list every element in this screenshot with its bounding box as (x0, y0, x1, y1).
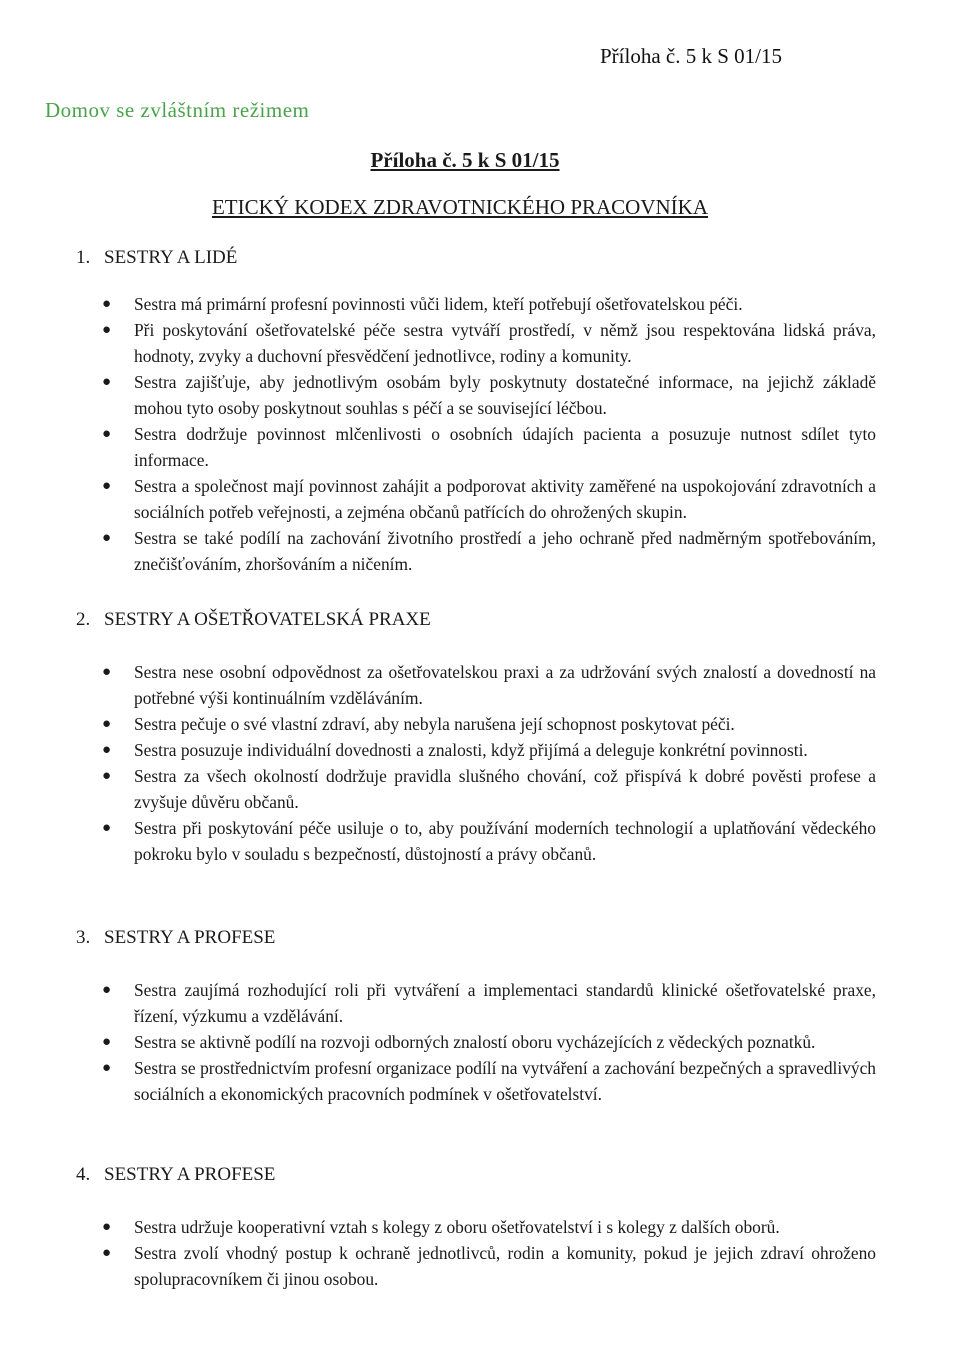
section-heading (76, 609, 876, 631)
list-item (76, 659, 876, 711)
list-item (76, 711, 876, 737)
bullet-icon: ● (102, 1245, 112, 1261)
section-3 (76, 927, 876, 1107)
list-item-text: Sestra má primární profesní povinnosti vůči lidem, kteří potřebují ošetřovatelskou péči. (134, 294, 743, 314)
bullet-icon: ● (102, 296, 112, 312)
bullet-icon: ● (102, 742, 112, 758)
list-item-text: Sestra a společnost mají povinnost zahájit a podporovat aktivity zaměřené na uspokojování zdravotních a sociálních potřeb veřejnosti, a zejména občanů patřících do ohrožených skupin. (134, 476, 876, 522)
bullet-icon: ● (102, 1060, 112, 1076)
list-item (76, 815, 876, 867)
list-item (76, 525, 876, 577)
list-item-text: Sestra zajišťuje, aby jednotlivým osobám byly poskytnuty dostatečné informace, na jejichž základě mohou tyto osoby poskytnout souhlas s péčí a se související léčbou. (134, 372, 876, 418)
list-item-text: Sestra udržuje kooperativní vztah s kolegy z oboru ošetřovatelství i s kolegy z dalších oborů. (134, 1217, 780, 1237)
bullet-icon: ● (102, 1219, 112, 1235)
list-item (76, 317, 876, 369)
section-list (76, 1214, 876, 1292)
list-item-text: Sestra posuzuje individuální dovednosti a znalosti, když přijímá a deleguje konkrétní povinnosti. (134, 740, 808, 760)
section-number: 3. (76, 927, 91, 948)
list-item (76, 473, 876, 525)
list-item (76, 1240, 876, 1292)
list-item (76, 291, 876, 317)
bullet-icon: ● (102, 664, 112, 680)
bullet-icon: ● (102, 820, 112, 836)
list-item (76, 369, 876, 421)
section-number: 1. (76, 247, 91, 268)
list-item-text: Sestra za všech okolností dodržuje pravidla slušného chování, což přispívá k dobré pověsti profese a zvyšuje důvěru občanů. (134, 766, 876, 812)
list-item-text: Sestra nese osobní odpovědnost za ošetřovatelskou praxi a za udržování svých znalostí a dovedností na potřebné výši kontinuálním vzděláváním. (134, 662, 876, 708)
list-item (76, 1055, 876, 1107)
list-item-text: Sestra se aktivně podílí na rozvoji odborných znalostí oboru vycházejících z vědeckých poznatků. (134, 1032, 816, 1052)
list-item (76, 1029, 876, 1055)
list-item-text: Sestra zaujímá rozhodující roli při vytváření a implementaci standardů klinické ošetřovatelské praxe, řízení, výzkumu a vzdělávání. (134, 980, 876, 1026)
list-item-text: Při poskytování ošetřovatelské péče sestra vytváří prostředí, v němž jsou respektována lidská práva, hodnoty, zvyky a duchovní přesvědčení jednotlivce, rodiny a komunity. (134, 320, 876, 366)
list-item-text: Sestra pečuje o své vlastní zdraví, aby nebyla narušena její schopnost poskytovat péči. (134, 714, 735, 734)
list-item (76, 421, 876, 473)
section-list (76, 977, 876, 1107)
annex-label-top: Příloha č. 5 k S 01/15 (600, 44, 782, 68)
section-heading (76, 1164, 876, 1186)
section-number: 2. (76, 609, 91, 630)
section-title: SESTRY A LIDÉ (104, 247, 238, 268)
list-item (76, 763, 876, 815)
list-item-text: Sestra se prostřednictvím profesní organizace podílí na vytváření a zachování bezpečných a spravedlivých sociálních a ekonomických pracovních podmínek v ošetřovatelství. (134, 1058, 876, 1104)
list-item-text: Sestra dodržuje povinnost mlčenlivosti o osobních údajích pacienta a posuzuje nutnost sdílet tyto informace. (134, 424, 876, 470)
list-item-text: Sestra zvolí vhodný postup k ochraně jednotlivců, rodin a komunity, pokud je jejich zdraví ohroženo spolupracovníkem či jinou osobou. (134, 1243, 876, 1289)
section-4 (76, 1164, 876, 1292)
list-item (76, 977, 876, 1029)
list-item-text: Sestra při poskytování péče usiluje o to, aby používání moderních technologií a uplatňování vědeckého pokroku bylo v souladu s bezpečností, důstojností a právy občanů. (134, 818, 876, 864)
list-item-text: Sestra se také podílí na zachování životního prostředí a jeho ochraně před nadměrným spotřebováním, znečišťováním, zhoršováním a ničením. (134, 528, 876, 574)
section-number: 4. (76, 1164, 91, 1185)
bullet-icon: ● (102, 322, 112, 338)
section-title: SESTRY A PROFESE (104, 1164, 276, 1185)
section-list (76, 659, 876, 867)
section-1 (76, 247, 876, 577)
bullet-icon: ● (102, 374, 112, 390)
bullet-icon: ● (102, 768, 112, 784)
bullet-icon: ● (102, 1034, 112, 1050)
bullet-icon: ● (102, 716, 112, 732)
list-item (76, 1214, 876, 1240)
section-2 (76, 609, 876, 867)
bullet-icon: ● (102, 426, 112, 442)
section-title: SESTRY A OŠETŘOVATELSKÁ PRAXE (104, 609, 431, 630)
bullet-icon: ● (102, 982, 112, 998)
bullet-icon: ● (102, 478, 112, 494)
list-item (76, 737, 876, 763)
document-title: ETICKÝ KODEX ZDRAVOTNICKÉHO PRACOVNÍKA (211, 195, 708, 219)
section-list (76, 291, 876, 577)
section-title: SESTRY A PROFESE (104, 927, 276, 948)
section-heading (76, 927, 876, 949)
section-heading (76, 247, 876, 269)
organization-name: Domov se zvláštním režimem (45, 98, 310, 122)
bullet-icon: ● (102, 530, 112, 546)
annex-label-center: Příloha č. 5 k S 01/15 (370, 148, 560, 172)
